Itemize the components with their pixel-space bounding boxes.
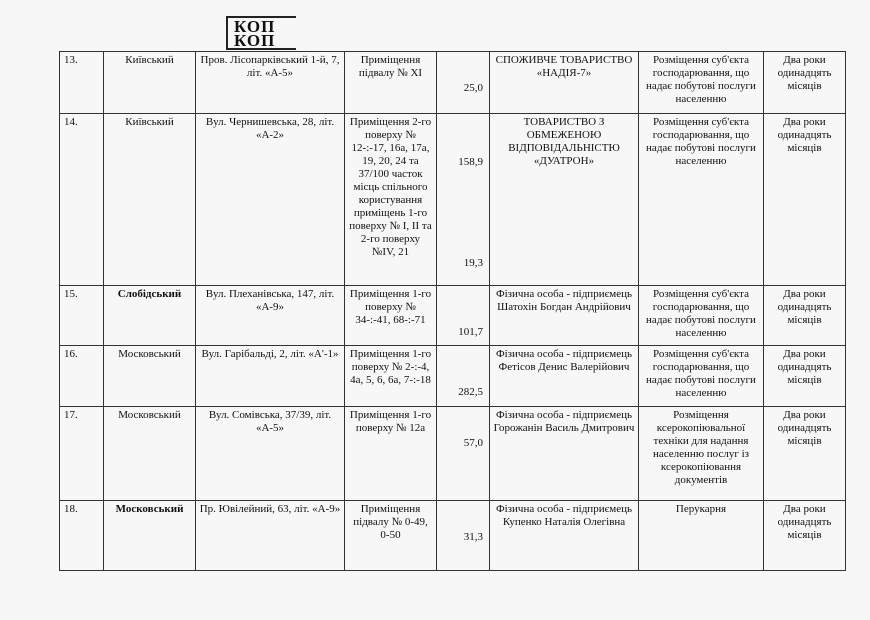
term-cell: Два роки одинадцять місяців bbox=[764, 114, 846, 286]
term-cell: Два роки одинадцять місяців bbox=[764, 501, 846, 571]
term-cell: Два роки одинадцять місяців bbox=[764, 407, 846, 501]
premises-cell: Приміщення 1-го поверху № 12а bbox=[345, 407, 437, 501]
address-cell: Вул. Гарібальді, 2, літ. «А'-1» bbox=[196, 346, 345, 407]
purpose-cell: Розміщення суб'єкта господарювання, що надає побутові послуги населенню bbox=[639, 346, 764, 407]
address-cell: Вул. Сомівська, 37/39, літ. «А-5» bbox=[196, 407, 345, 501]
term-cell: Два роки одинадцять місяців bbox=[764, 286, 846, 346]
copy-stamp bbox=[226, 16, 296, 50]
premises-table bbox=[59, 51, 846, 571]
row-number: 18. bbox=[60, 501, 104, 571]
table-row bbox=[60, 501, 846, 571]
premises-cell: Приміщення 1-го поверху № 34-:-41, 68-:-71 bbox=[345, 286, 437, 346]
stamp-line-2: КОП bbox=[234, 31, 276, 50]
table-row bbox=[60, 346, 846, 407]
area-cell bbox=[437, 407, 490, 501]
area-value: 101,7 bbox=[458, 326, 483, 338]
premises-cell: Приміщення 1-го поверху № 2-:-4, 4а, 5, 6, 6а, 7-:-18 bbox=[345, 346, 437, 407]
purpose-cell: Перукарня bbox=[639, 501, 764, 571]
purpose-cell: Розміщення ксерокопіювальної техніки для надання населенню послуг із ксерокопіювання документів bbox=[639, 407, 764, 501]
purpose-cell: Розміщення суб'єкта господарювання, що надає побутові послуги населенню bbox=[639, 52, 764, 114]
tenant-cell: Фізична особа - підприємець Шатохін Богдан Андрійович bbox=[490, 286, 639, 346]
district-cell: Київський bbox=[104, 52, 196, 114]
premises-cell: Приміщення підвалу № XI bbox=[345, 52, 437, 114]
area-value: 57,0 bbox=[463, 437, 483, 449]
table-row bbox=[60, 52, 846, 114]
district-cell: Московський bbox=[104, 346, 196, 407]
area-cell bbox=[437, 286, 490, 346]
area-cell bbox=[437, 52, 490, 114]
address-cell: Пр. Ювілейний, 63, літ. «А-9» bbox=[196, 501, 345, 571]
row-number: 14. bbox=[60, 114, 104, 286]
tenant-cell: Фізична особа - підприємець Фетісов Денис Валерійович bbox=[490, 346, 639, 407]
table-row bbox=[60, 286, 846, 346]
area-value: 31,3 bbox=[463, 531, 483, 543]
stamp-line-1: КОП bbox=[234, 17, 276, 36]
purpose-cell: Розміщення суб'єкта господарювання, що надає побутові послуги населенню bbox=[639, 114, 764, 286]
address-cell: Вул. Плеханівська, 147, літ. «А-9» bbox=[196, 286, 345, 346]
row-number: 15. bbox=[60, 286, 104, 346]
address-cell: Вул. Чернишевська, 28, літ. «А-2» bbox=[196, 114, 345, 286]
table-row bbox=[60, 407, 846, 501]
tenant-cell: СПОЖИВЧЕ ТОВАРИСТВО «НАДІЯ-7» bbox=[490, 52, 639, 114]
row-number: 17. bbox=[60, 407, 104, 501]
tenant-cell: Фізична особа - підприємець Горожанін Василь Дмитрович bbox=[490, 407, 639, 501]
area-value: 158,9 bbox=[458, 156, 483, 168]
area-value: 282,5 bbox=[458, 386, 483, 398]
premises-cell: Приміщення підвалу № 0-49, 0-50 bbox=[345, 501, 437, 571]
district-cell: Московський bbox=[104, 501, 196, 571]
tenant-cell: Фізична особа - підприємець Купенко Наталія Олегівна bbox=[490, 501, 639, 571]
purpose-cell: Розміщення суб'єкта господарювання, що надає побутові послуги населенню bbox=[639, 286, 764, 346]
area-value-secondary: 19,3 bbox=[463, 257, 483, 269]
district-cell: Слобідський bbox=[104, 286, 196, 346]
district-cell: Київський bbox=[104, 114, 196, 286]
term-cell: Два роки одинадцять місяців bbox=[764, 346, 846, 407]
row-number: 13. bbox=[60, 52, 104, 114]
address-cell: Пров. Лісопарківський 1-й, 7, літ. «А-5» bbox=[196, 52, 345, 114]
area-cell bbox=[437, 501, 490, 571]
premises-cell: Приміщення 2-го поверху № 12-:-17, 16а, 17а, 19, 20, 24 та 37/100 часток місць спільного користування приміщень 1-го поверху № I, II та 2-го поверху №IV, 21 bbox=[345, 114, 437, 286]
table-row bbox=[60, 114, 846, 286]
term-cell: Два роки одинадцять місяців bbox=[764, 52, 846, 114]
area-value: 25,0 bbox=[463, 82, 483, 94]
district-cell: Московський bbox=[104, 407, 196, 501]
tenant-cell: ТОВАРИСТВО З ОБМЕЖЕНОЮ ВІДПОВІДАЛЬНІСТЮ «ДУАТРОН» bbox=[490, 114, 639, 286]
row-number: 16. bbox=[60, 346, 104, 407]
area-cell bbox=[437, 114, 490, 286]
area-cell bbox=[437, 346, 490, 407]
